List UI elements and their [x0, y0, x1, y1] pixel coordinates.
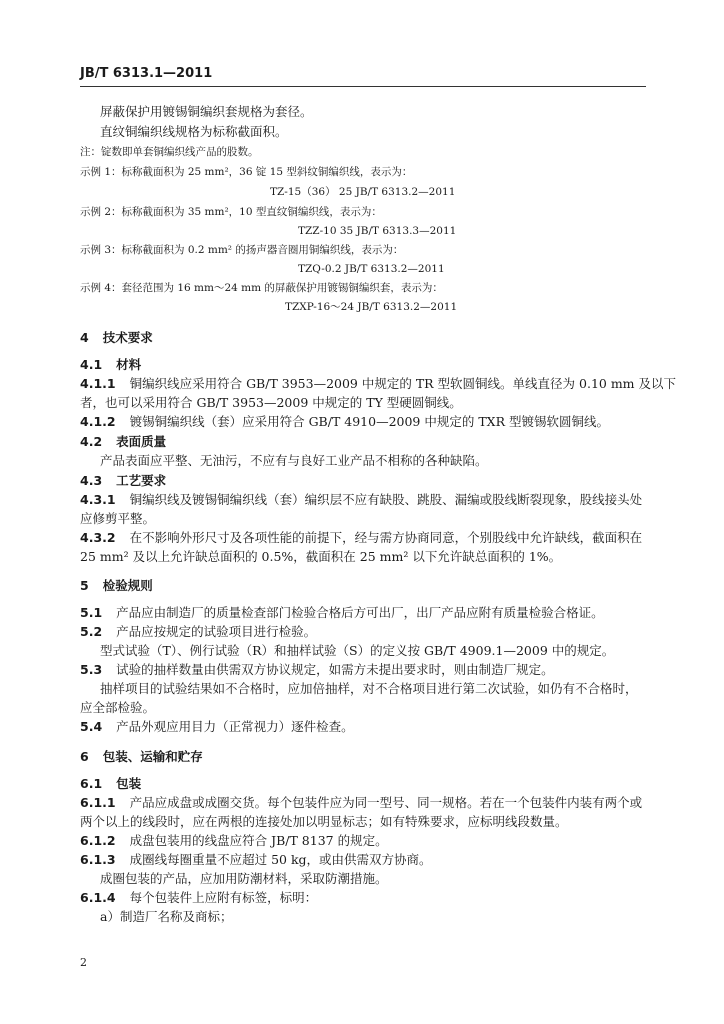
text-line: [80, 204, 382, 220]
text-line: [80, 549, 561, 565]
clause-number: 6.1: [80, 776, 103, 791]
section-heading: [80, 357, 141, 373]
product-designation: TZ-15（36） 25 JB/T 6313.2—2011: [270, 186, 456, 198]
text-line: [80, 852, 432, 868]
clause-number: 4.1: [80, 357, 103, 372]
clause-text: 注：锭数即单套铜编织线产品的股数。: [80, 146, 259, 158]
clause-text: 包装: [116, 776, 142, 791]
clause-text: 抽样项目的试验结果如不合格时，应加倍抽样，对不合格项目进行第二次试验，如仍有不合格时，: [100, 681, 638, 696]
section-heading: [80, 749, 203, 765]
clause-text: 屏蔽保护用镀锡铜编织套规格为套径。: [100, 104, 313, 119]
clause-text: 包装、运输和贮存: [102, 749, 203, 764]
clause-number: 5.4: [80, 719, 103, 734]
text-line: [100, 643, 614, 659]
header-rule: [80, 86, 646, 87]
clause-text: 产品外观应用目力（正常视力）逐件检查。: [116, 719, 354, 734]
text-line: [80, 662, 554, 678]
clause-text: 示例 3：标称截面积为 0.2 mm² 的扬声器音圈用铜编织线，表示为：: [80, 244, 404, 256]
text-line: [80, 814, 568, 830]
clause-text: 成圈线每圈重量不应超过 50 kg，或由供需双方协商。: [129, 852, 432, 867]
clause-number: 6.1.3: [80, 852, 116, 867]
clause-text: 检验规则: [102, 578, 153, 593]
clause-number: 5.2: [80, 624, 103, 639]
text-line: [100, 909, 232, 925]
clause-text: a）制造厂名称及商标；: [100, 909, 233, 924]
clause-text: 成盘包装用的线盘应符合 JB/T 8137 的规定。: [129, 833, 388, 848]
clause-number: 6.1.4: [80, 890, 116, 905]
text-line: [80, 833, 388, 849]
product-designation: TZQ-0.2 JB/T 6313.2—2011: [298, 263, 445, 275]
clause-text: 每个包装件上应附有标签，标明：: [129, 890, 318, 905]
clause-number: 5.3: [80, 662, 103, 677]
clause-text: 示例 1：标称截面积为 25 mm²，36 锭 15 型斜纹铜编织线，表示为：: [80, 166, 413, 178]
text-line: [80, 719, 354, 735]
clause-text: 铜编织线及镀锡铜编织线（套）编织层不应有缺股、跳股、漏编或股线断裂现象，股线接头处: [129, 492, 643, 507]
clause-text: 两个以上的线段时，应在两根的连接处加以明显标志；如有特殊要求，应标明线段数量。: [80, 814, 568, 829]
text-line: [80, 376, 676, 392]
section-heading: [80, 473, 166, 489]
text-line: [100, 871, 388, 887]
clause-text: 产品应按规定的试验项目进行检验。: [116, 624, 317, 639]
clause-text: 在不影响外形尺寸及各项性能的前提下，经与需方协商同意，个别股线中允许缺线，截面积在: [129, 530, 643, 545]
text-line: [100, 104, 313, 120]
text-line: [80, 395, 462, 411]
text-line: [80, 624, 316, 640]
text-line: [100, 681, 638, 697]
clause-text: 应修剪平整。: [80, 511, 156, 526]
clause-text: 成圈包装的产品，应加用防潮材料，采取防潮措施。: [100, 871, 388, 886]
clause-text: 产品表面应平整、无油污，不应有与良好工业产品不相称的各种缺陷。: [100, 453, 488, 468]
text-line: [80, 414, 609, 430]
text-line: [80, 700, 155, 716]
section-heading: [80, 578, 153, 594]
text-line: [80, 890, 317, 906]
text-line: [80, 280, 443, 296]
text-line: [80, 144, 259, 160]
clause-text: 技术要求: [102, 330, 153, 345]
clause-text: 25 mm² 及以上允许缺总面积的 0.5%，截面积在 25 mm² 以下允许缺总面积的 1%。: [80, 549, 562, 564]
clause-number: 4.2: [80, 434, 103, 449]
clause-text: 材料: [116, 357, 142, 372]
clause-text: 者，也可以采用符合 GB/T 3953—2009 中规定的 TY 型硬圆铜线。: [80, 395, 462, 410]
product-designation: TZXP-16～24 JB/T 6313.2—2011: [285, 301, 458, 313]
clause-text: 表面质量: [116, 434, 167, 449]
clause-text: 产品应由制造厂的质量检查部门检验合格后方可出厂，出厂产品应附有质量检验合格证。: [116, 605, 604, 620]
clause-number: 4: [80, 330, 89, 345]
clause-number: 5: [80, 578, 89, 593]
clause-text: 型式试验（T）、例行试验（R）和抽样试验（S）的定义按 GB/T 4909.1—2009 中的规定。: [100, 643, 615, 658]
section-heading: [80, 434, 166, 450]
clause-text: 产品应成盘或成圈交货。每个包装件应为同一型号、同一规格。若在一个包装件内装有两个或: [129, 795, 643, 810]
clause-text: 镀锡铜编织线（套）应采用符合 GB/T 4910—2009 中规定的 TXR 型镀锡软圆铜线。: [129, 414, 609, 429]
clause-text: 铜编织线应采用符合 GB/T 3953—2009 中规定的 TR 型软圆铜线。单线直径为 0.10 mm 及以下: [129, 376, 677, 391]
clause-text: 示例 2：标称截面积为 35 mm²，10 型直纹铜编织线，表示为：: [80, 206, 382, 218]
page-number: 2: [80, 956, 87, 969]
product-designation: TZZ-10 35 JB/T 6313.3—2011: [298, 225, 457, 237]
text-line: [80, 492, 642, 508]
text-line: [100, 453, 488, 469]
clause-number: 5.1: [80, 605, 103, 620]
clause-number: 4.3.1: [80, 492, 116, 507]
clause-text: 示例 4：套径范围为 16 mm～24 mm 的屏蔽保护用镀锡铜编织套，表示为：: [80, 282, 443, 294]
text-line: [100, 124, 288, 140]
text-line: [80, 511, 155, 527]
clause-number: 4.1.2: [80, 414, 116, 429]
clause-text: 直纹铜编织线规格为标称截面积。: [100, 124, 288, 139]
clause-number: 6.1.1: [80, 795, 116, 810]
clause-text: 工艺要求: [116, 473, 167, 488]
text-line: [80, 164, 412, 180]
text-line: [80, 530, 642, 546]
clause-text: 试验的抽样数量由供需双方协议规定，如需方未提出要求时，则由制造厂规定。: [116, 662, 554, 677]
clause-text: 应全部检验。: [80, 700, 156, 715]
standard-header: JB/T 6313.1—2011: [80, 66, 213, 81]
text-line: [80, 795, 642, 811]
text-line: [80, 242, 403, 258]
text-line: [80, 605, 604, 621]
clause-number: 4.3.2: [80, 530, 116, 545]
clause-number: 6: [80, 749, 89, 764]
clause-number: 6.1.2: [80, 833, 116, 848]
clause-number: 4.1.1: [80, 376, 116, 391]
section-heading: [80, 330, 153, 346]
clause-number: 4.3: [80, 473, 103, 488]
section-heading: [80, 776, 141, 792]
